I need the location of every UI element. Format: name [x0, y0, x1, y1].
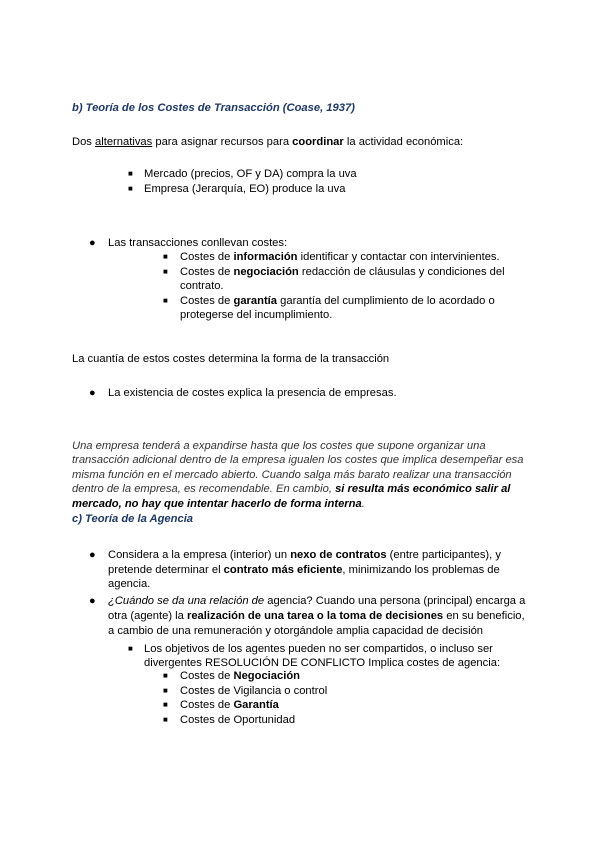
- bold-text: Negociación: [233, 670, 301, 682]
- text: Costes de: [180, 699, 234, 711]
- italic-bold: mercado, no hay que intentar hacerlo de forma interna: [72, 498, 362, 510]
- intro-text: Dos: [72, 136, 96, 148]
- cost-bold: información: [233, 251, 298, 263]
- disc-bullet-icon: ●: [89, 549, 96, 561]
- text: en su beneficio,: [443, 610, 525, 622]
- agency-objectives: Los objetivos de los agentes pueden no ser compartidos, o incluso ser: [144, 643, 493, 655]
- alternative-item: Empresa (Jerarquía, EO) produce la uva: [144, 183, 346, 195]
- square-bullet-icon: ■: [163, 296, 168, 305]
- intro-bold: coordinar: [292, 136, 344, 148]
- italic-text: dentro de la empresa, es recomendable. En cambio,: [72, 483, 336, 495]
- cost-prefix: Costes de: [180, 266, 234, 278]
- agency-cost-item: [180, 698, 279, 712]
- text: , minimizando los problemas de: [342, 564, 500, 576]
- cost-desc: garantía del cumplimiento de lo acordado o: [277, 295, 495, 307]
- cost-prefix: Costes de: [180, 251, 234, 263]
- intro-line: [72, 135, 463, 149]
- agency-cost-item: Costes de Oportunidad: [180, 714, 296, 726]
- bold-text: contrato más eficiente: [223, 564, 343, 576]
- italic-para-line: Una empresa tenderá a expandirse hasta que los costes que supone organizar una: [72, 440, 486, 452]
- intro-text: la actividad económica:: [343, 136, 464, 148]
- italic-para-line: [72, 482, 510, 496]
- text: pretende determinar el: [108, 564, 224, 576]
- disc-bullet-icon: ●: [89, 595, 96, 607]
- square-bullet-icon: ■: [163, 671, 168, 680]
- square-bullet-icon: ■: [128, 644, 133, 653]
- cost-bold: negociación: [233, 266, 299, 278]
- alternative-item: Mercado (precios, OF y DA) compra la uva: [144, 168, 357, 180]
- square-bullet-icon: ■: [163, 715, 168, 724]
- square-bullet-icon: ■: [163, 700, 168, 709]
- intro-underlined: alternativas: [95, 136, 153, 148]
- existence-line: La existencia de costes explica la presencia de empresas.: [108, 387, 397, 399]
- cost-gar-item: [180, 294, 495, 308]
- agency-point-2-cont: [108, 609, 525, 623]
- square-bullet-icon: ■: [163, 267, 168, 276]
- intro-text: para asignar recursos para: [152, 136, 293, 148]
- square-bullet-icon: ■: [128, 169, 133, 178]
- agency-cost-item: [180, 669, 300, 683]
- text: (entre participantes), y: [386, 549, 501, 561]
- square-bullet-icon: ■: [128, 184, 133, 193]
- italic-para-line: [72, 497, 365, 511]
- italic-text: .: [361, 498, 365, 510]
- cost-desc: identificar y contactar con intervinientes.: [297, 251, 500, 263]
- bold-text: Garantía: [233, 699, 279, 711]
- disc-bullet-icon: ●: [89, 237, 96, 249]
- cost-neg-item: [180, 265, 505, 279]
- cost-prefix: Costes de: [180, 295, 234, 307]
- italic-para-line: transacción adicional dentro de la empresa igualen los costes que implica desempeñar esa: [72, 454, 524, 466]
- cost-bold: garantía: [233, 295, 278, 307]
- square-bullet-icon: ■: [163, 252, 168, 261]
- text: otra (agente) la: [108, 610, 187, 622]
- agency-point-2-cont: a cambio de una remuneración y otorgándole amplia capacidad de decisión: [108, 625, 484, 637]
- agency-point-1-cont: agencia.: [108, 578, 151, 590]
- cost-info-item: [180, 250, 500, 264]
- section-b-heading: b) Teoría de los Costes de Transacción (Coase, 1937): [72, 102, 355, 114]
- cost-gar-continued: protegerse del incumplimiento.: [180, 309, 333, 321]
- agency-point-1: [108, 548, 501, 562]
- agency-objectives-cont: divergentes RESOLUCIÓN DE CONFLICTO Implica costes de agencia:: [144, 657, 501, 669]
- agency-cost-item: Costes de Vigilancia o control: [180, 685, 328, 697]
- text: agencia? Cuando una persona (principal) encarga a: [264, 595, 526, 607]
- text: Considera a la empresa (interior) un: [108, 549, 291, 561]
- bold-text: realización de una tarea o la toma de decisiones: [186, 610, 444, 622]
- agency-point-1-cont: [108, 563, 500, 577]
- italic-text: ¿Cuándo se da una relación de: [108, 595, 265, 607]
- agency-point-2: [108, 594, 525, 608]
- text: Costes de: [180, 670, 234, 682]
- bold-text: nexo de contratos: [290, 549, 387, 561]
- section-c-heading: c) Teoría de la Agencia: [72, 513, 194, 525]
- transactions-lead: Las transacciones conllevan costes:: [108, 237, 288, 249]
- disc-bullet-icon: ●: [89, 387, 96, 399]
- amount-line: La cuantía de estos costes determina la forma de la transacción: [72, 353, 390, 365]
- cost-desc: redacción de cláusulas y condiciones del: [298, 266, 505, 278]
- italic-para-line: misma función en el mercado abierto. Cuando salga más barato realizar una transacción: [72, 469, 512, 481]
- square-bullet-icon: ■: [163, 686, 168, 695]
- cost-neg-continued: contrato.: [180, 280, 224, 292]
- italic-bold: si resulta más económico salir al: [335, 483, 511, 495]
